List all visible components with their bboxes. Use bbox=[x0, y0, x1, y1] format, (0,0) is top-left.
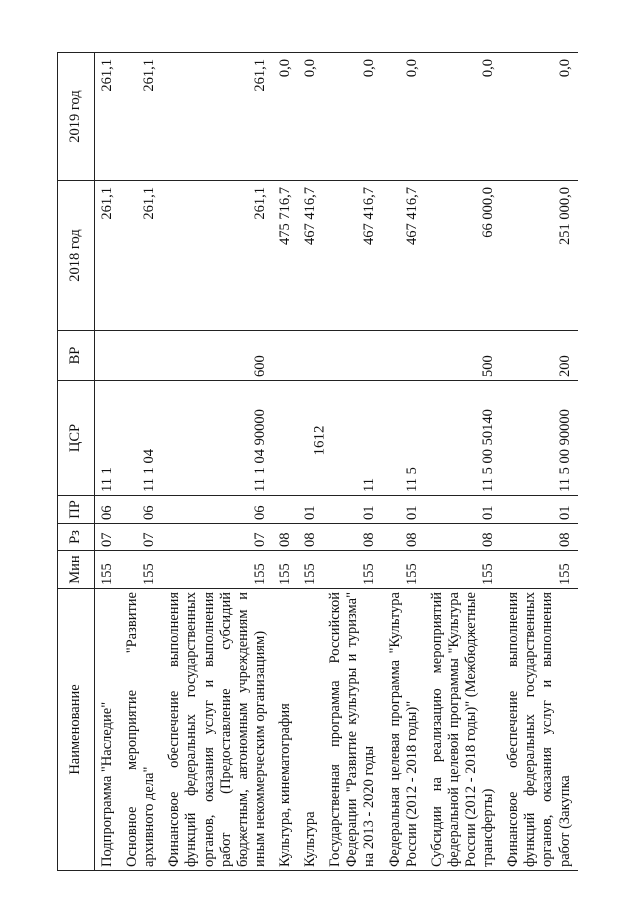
cell-csr: 11 5 bbox=[383, 381, 425, 496]
cell-csr: 11 1 04 90000 bbox=[162, 381, 273, 496]
cell-vr bbox=[383, 331, 425, 381]
cell-vr bbox=[95, 331, 121, 381]
cell-csr: 11 5 00 50140 bbox=[425, 381, 501, 496]
cell-pr: 06 bbox=[162, 496, 273, 524]
table-row bbox=[298, 53, 323, 871]
table-row bbox=[383, 53, 425, 871]
cell-csr bbox=[298, 381, 323, 496]
cell-min: 155 bbox=[95, 551, 121, 589]
table-header-row bbox=[58, 53, 95, 871]
header-2018: 2018 год bbox=[58, 181, 95, 331]
cell-name: Финансовое обеспечение выполнения функций федеральных государственных органов, оказания услуг и выполнения работ (Закупка bbox=[501, 589, 577, 871]
table-row bbox=[95, 53, 121, 871]
cell-2018: 467 416,7 bbox=[323, 181, 382, 331]
cell-csr: 11 bbox=[323, 381, 382, 496]
header-min: Мин bbox=[58, 551, 95, 589]
cell-2018: 467 416,7 bbox=[383, 181, 425, 331]
budget-table bbox=[57, 52, 578, 871]
cell-2019: 0,0 bbox=[383, 53, 425, 181]
cell-csr: 11 1 bbox=[95, 381, 121, 496]
cell-2019: 0,0 bbox=[298, 53, 323, 181]
cell-min: 155 bbox=[120, 551, 162, 589]
cell-name: Государственная программа Российской Федерации "Развитие культуры и туризма" на 2013 - 2020 годы bbox=[323, 589, 382, 871]
cell-pr: 01 bbox=[501, 496, 577, 524]
header-name: Наименование bbox=[58, 589, 95, 871]
cell-rz: 08 bbox=[323, 524, 382, 551]
cell-pr bbox=[273, 496, 298, 524]
cell-pr: 01 bbox=[425, 496, 501, 524]
cell-pr: 06 bbox=[95, 496, 121, 524]
cell-2019: 261,1 bbox=[95, 53, 121, 181]
cell-rz: 08 bbox=[273, 524, 298, 551]
table-row bbox=[162, 53, 273, 871]
cell-pr: 01 bbox=[383, 496, 425, 524]
cell-min: 155 bbox=[162, 551, 273, 589]
cell-min: 155 bbox=[298, 551, 323, 589]
table-row bbox=[120, 53, 162, 871]
cell-csr bbox=[273, 381, 298, 496]
cell-2019: 0,0 bbox=[323, 53, 382, 181]
header-vr: ВР bbox=[58, 331, 95, 381]
cell-csr: 11 1 04 bbox=[120, 381, 162, 496]
cell-pr: 06 bbox=[120, 496, 162, 524]
cell-vr bbox=[323, 331, 382, 381]
header-2019: 2019 год bbox=[58, 53, 95, 181]
cell-2019: 261,1 bbox=[162, 53, 273, 181]
table-row bbox=[273, 53, 298, 871]
cell-min: 155 bbox=[323, 551, 382, 589]
cell-name: Культура, кинематография bbox=[273, 589, 298, 871]
cell-rz: 08 bbox=[383, 524, 425, 551]
cell-pr: 01 bbox=[298, 496, 323, 524]
cell-pr: 01 bbox=[323, 496, 382, 524]
cell-rz: 07 bbox=[162, 524, 273, 551]
header-pr: ПР bbox=[58, 496, 95, 524]
cell-2018: 261,1 bbox=[162, 181, 273, 331]
cell-name: Субсидии на реализацию мероприятий федеральной целевой программы "Культура России (2012 - 2018 годы)" (Межбюджетные трансферты) bbox=[425, 589, 501, 871]
table-row bbox=[425, 53, 501, 871]
cell-name: Подпрограмма "Наследие" bbox=[95, 589, 121, 871]
cell-2018: 251 000,0 bbox=[501, 181, 577, 331]
cell-2019: 0,0 bbox=[273, 53, 298, 181]
cell-2018: 261,1 bbox=[95, 181, 121, 331]
cell-vr: 200 bbox=[501, 331, 577, 381]
cell-vr: 600 bbox=[162, 331, 273, 381]
cell-min: 155 bbox=[425, 551, 501, 589]
cell-name: Федеральная целевая программа "Культура России (2012 - 2018 годы)" bbox=[383, 589, 425, 871]
cell-rz: 08 bbox=[501, 524, 577, 551]
cell-2019: 0,0 bbox=[425, 53, 501, 181]
cell-min: 155 bbox=[383, 551, 425, 589]
cell-vr: 500 bbox=[425, 331, 501, 381]
table-row bbox=[323, 53, 382, 871]
cell-vr bbox=[298, 331, 323, 381]
cell-vr bbox=[273, 331, 298, 381]
cell-2019: 261,1 bbox=[120, 53, 162, 181]
cell-2019: 0,0 bbox=[501, 53, 577, 181]
cell-2018: 66 000,0 bbox=[425, 181, 501, 331]
rotated-table-wrapper bbox=[57, 53, 602, 871]
cell-name: Культура bbox=[298, 589, 323, 871]
cell-csr: 11 5 00 90000 bbox=[501, 381, 577, 496]
cell-2018: 475 716,7 bbox=[273, 181, 298, 331]
cell-rz: 08 bbox=[298, 524, 323, 551]
header-csr: ЦСР bbox=[58, 381, 95, 496]
cell-rz: 07 bbox=[120, 524, 162, 551]
cell-name: Основное мероприятие "Развитие архивного дела" bbox=[120, 589, 162, 871]
cell-min: 155 bbox=[501, 551, 577, 589]
page-number: 1612 bbox=[311, 425, 328, 456]
header-rz: Рз bbox=[58, 524, 95, 551]
cell-2018: 467 416,7 bbox=[298, 181, 323, 331]
cell-rz: 07 bbox=[95, 524, 121, 551]
table-row bbox=[501, 53, 577, 871]
cell-vr bbox=[120, 331, 162, 381]
cell-name: Финансовое обеспечение выполнения функций федеральных государственных органов, оказания услуг и выполнения работ (Предоставление субсидий бюджетным, автономным учреждениям и иным некоммерческим организациям) bbox=[162, 589, 273, 871]
cell-min: 155 bbox=[273, 551, 298, 589]
cell-rz: 08 bbox=[425, 524, 501, 551]
cell-2018: 261,1 bbox=[120, 181, 162, 331]
